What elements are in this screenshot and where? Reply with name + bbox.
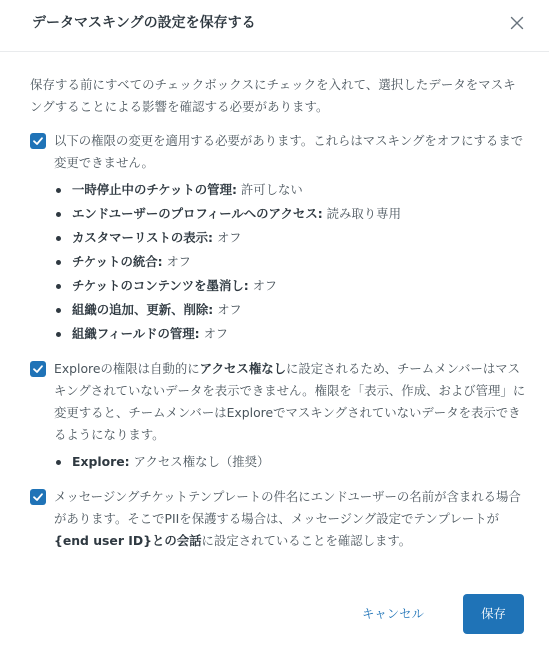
permission-list: [30, 178, 526, 346]
permission-changes-checkbox[interactable]: [30, 133, 46, 149]
permission-changes-text: 以下の権限の変更を適用する必要があります。これらはマスキングをオフにするまで変更できません。: [54, 133, 524, 170]
checkmark-icon: [30, 489, 46, 505]
close-button[interactable]: [507, 13, 527, 33]
permission-changes-check: [30, 130, 526, 174]
dialog-title: データマスキングの設定を保存する: [32, 15, 256, 31]
explore-permission-checkbox[interactable]: [30, 361, 46, 377]
explore-list: [30, 450, 526, 474]
list-item: チケットの統合: オフ: [54, 250, 526, 274]
list-item: Explore: アクセス権なし（推奨）: [54, 450, 526, 474]
list-item: エンドユーザーのプロフィールへのアクセス: 読み取り専用: [54, 202, 526, 226]
explore-permission-text: Exploreの権限は自動的にアクセス権なしに設定されるため、チームメンバーはマスキングされていないデータを表示できません。権限を「表示、作成、および管理」に変更すると、チームメンバーはExploreでマスキングされていないデータを表示できるようになります。: [54, 361, 526, 442]
list-item: カスタマーリストの表示: オフ: [54, 226, 526, 250]
checkmark-icon: [30, 133, 46, 149]
list-item: 一時停止中のチケットの管理: 許可しない: [54, 178, 526, 202]
checkmark-icon: [30, 361, 46, 377]
list-item: 組織の追加、更新、削除: オフ: [54, 298, 526, 322]
messaging-template-text: メッセージングチケットテンプレートの件名にエンドユーザーの名前が含まれる場合があります。そこでPIIを保護する場合は、メッセージング設定でテンプレートが{end user ID}との会話に設定されていることを確認します。: [54, 489, 521, 548]
close-icon: [507, 13, 527, 33]
save-button[interactable]: 保存: [463, 594, 524, 634]
explore-permission-check: [30, 358, 526, 446]
dialog-footer: [0, 594, 549, 634]
dialog-body: [30, 74, 526, 552]
dialog-header: [0, 0, 549, 52]
list-item: 組織フィールドの管理: オフ: [54, 322, 526, 346]
list-item: チケットのコンテンツを墨消し: オフ: [54, 274, 526, 298]
messaging-template-checkbox[interactable]: [30, 489, 46, 505]
messaging-template-check: [30, 486, 526, 552]
cancel-button[interactable]: キャンセル: [362, 606, 424, 621]
intro-text: 保存する前にすべてのチェックボックスにチェックを入れて、選択したデータをマスキングすることによる影響を確認する必要があります。: [30, 77, 516, 114]
